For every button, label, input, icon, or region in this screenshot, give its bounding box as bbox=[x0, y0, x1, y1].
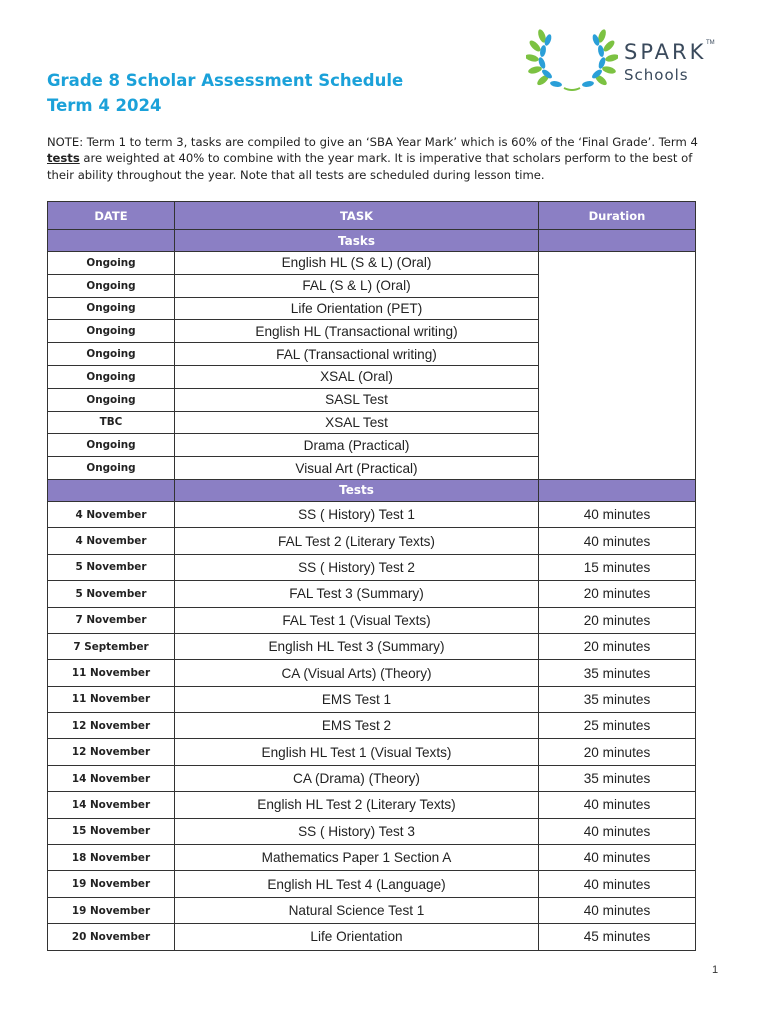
test-duration: 35 minutes bbox=[539, 686, 696, 712]
test-duration: 35 minutes bbox=[539, 660, 696, 686]
logo-wordmark: SPARK bbox=[624, 40, 707, 64]
task-duration-blank bbox=[539, 252, 696, 480]
test-date: 14 November bbox=[48, 765, 175, 791]
task-date: Ongoing bbox=[48, 274, 175, 297]
test-name: EMS Test 1 bbox=[175, 686, 539, 712]
logo-subtitle: Schools bbox=[624, 66, 689, 84]
test-date: 11 November bbox=[48, 686, 175, 712]
test-row bbox=[48, 686, 696, 712]
task-name: Visual Art (Practical) bbox=[175, 457, 539, 480]
test-duration: 40 minutes bbox=[539, 501, 696, 527]
page-title bbox=[47, 68, 403, 118]
laurel-wreath-icon bbox=[526, 26, 618, 96]
note-paragraph bbox=[47, 134, 722, 183]
section-cell-empty bbox=[539, 230, 696, 252]
note-text-1: NOTE: Term 1 to term 3, tasks are compiled to give an ‘SBA Year Mark’ which is 60% of the ‘Final Grade’. Term 4 bbox=[47, 135, 698, 149]
title-line-2: Term 4 2024 bbox=[47, 96, 162, 115]
section-row-tests bbox=[48, 479, 696, 501]
title-line-1: Grade 8 Scholar Assessment Schedule bbox=[47, 71, 404, 90]
test-date: 12 November bbox=[48, 713, 175, 739]
test-row bbox=[48, 713, 696, 739]
test-duration: 40 minutes bbox=[539, 871, 696, 897]
test-duration: 25 minutes bbox=[539, 713, 696, 739]
test-name: SS ( History) Test 3 bbox=[175, 818, 539, 844]
spark-schools-logo bbox=[526, 26, 726, 96]
test-name: FAL Test 3 (Summary) bbox=[175, 581, 539, 607]
test-row bbox=[48, 501, 696, 527]
test-duration: 20 minutes bbox=[539, 581, 696, 607]
task-date: TBC bbox=[48, 411, 175, 434]
test-name: Natural Science Test 1 bbox=[175, 897, 539, 923]
test-duration: 40 minutes bbox=[539, 845, 696, 871]
test-duration: 15 minutes bbox=[539, 554, 696, 580]
table-body bbox=[48, 230, 696, 951]
test-name: FAL Test 1 (Visual Texts) bbox=[175, 607, 539, 633]
task-date: Ongoing bbox=[48, 343, 175, 366]
test-name: FAL Test 2 (Literary Texts) bbox=[175, 528, 539, 554]
task-date: Ongoing bbox=[48, 297, 175, 320]
test-duration: 40 minutes bbox=[539, 897, 696, 923]
test-name: English HL Test 1 (Visual Texts) bbox=[175, 739, 539, 765]
test-row bbox=[48, 581, 696, 607]
test-row bbox=[48, 554, 696, 580]
task-date: Ongoing bbox=[48, 457, 175, 480]
note-text-2: are weighted at 40% to combine with the year mark. It is imperative that scholars perform to the best of their ability throughout the year. Note that all tests are scheduled during lesson time. bbox=[47, 151, 693, 182]
test-date: 7 September bbox=[48, 633, 175, 659]
test-row bbox=[48, 897, 696, 923]
task-date: Ongoing bbox=[48, 320, 175, 343]
test-duration: 45 minutes bbox=[539, 924, 696, 950]
section-cell-empty bbox=[48, 230, 175, 252]
test-date: 14 November bbox=[48, 792, 175, 818]
task-name: Life Orientation (PET) bbox=[175, 297, 539, 320]
test-name: CA (Drama) (Theory) bbox=[175, 765, 539, 791]
task-date: Ongoing bbox=[48, 252, 175, 275]
test-date: 4 November bbox=[48, 528, 175, 554]
task-name: Drama (Practical) bbox=[175, 434, 539, 457]
test-date: 4 November bbox=[48, 501, 175, 527]
test-row bbox=[48, 633, 696, 659]
test-name: Life Orientation bbox=[175, 924, 539, 950]
task-date: Ongoing bbox=[48, 434, 175, 457]
test-date: 11 November bbox=[48, 660, 175, 686]
test-name: English HL Test 2 (Literary Texts) bbox=[175, 792, 539, 818]
test-date: 19 November bbox=[48, 871, 175, 897]
test-row bbox=[48, 660, 696, 686]
test-row bbox=[48, 792, 696, 818]
section-row-tasks bbox=[48, 230, 696, 252]
test-row bbox=[48, 924, 696, 950]
test-duration: 20 minutes bbox=[539, 607, 696, 633]
assessment-schedule-table bbox=[47, 201, 696, 951]
test-date: 7 November bbox=[48, 607, 175, 633]
test-date: 5 November bbox=[48, 554, 175, 580]
section-label-tests: Tests bbox=[175, 479, 539, 501]
note-emphasis: tests bbox=[47, 151, 80, 166]
test-name: SS ( History) Test 2 bbox=[175, 554, 539, 580]
test-name: CA (Visual Arts) (Theory) bbox=[175, 660, 539, 686]
test-name: English HL Test 3 (Summary) bbox=[175, 633, 539, 659]
task-date: Ongoing bbox=[48, 388, 175, 411]
task-name: SASL Test bbox=[175, 388, 539, 411]
header-duration: Duration bbox=[539, 202, 696, 230]
task-name: XSAL (Oral) bbox=[175, 365, 539, 388]
test-row bbox=[48, 739, 696, 765]
task-name: FAL (Transactional writing) bbox=[175, 343, 539, 366]
test-row bbox=[48, 765, 696, 791]
test-date: 19 November bbox=[48, 897, 175, 923]
test-duration: 20 minutes bbox=[539, 633, 696, 659]
test-name: Mathematics Paper 1 Section A bbox=[175, 845, 539, 871]
test-duration: 35 minutes bbox=[539, 765, 696, 791]
test-duration: 40 minutes bbox=[539, 818, 696, 844]
task-name: English HL (Transactional writing) bbox=[175, 320, 539, 343]
section-label-tasks: Tasks bbox=[175, 230, 539, 252]
table-header-row bbox=[48, 202, 696, 230]
test-name: English HL Test 4 (Language) bbox=[175, 871, 539, 897]
test-row bbox=[48, 607, 696, 633]
test-duration: 20 minutes bbox=[539, 739, 696, 765]
test-row bbox=[48, 818, 696, 844]
test-duration: 40 minutes bbox=[539, 792, 696, 818]
logo-trademark: TM bbox=[706, 40, 715, 46]
task-date: Ongoing bbox=[48, 365, 175, 388]
test-duration: 40 minutes bbox=[539, 528, 696, 554]
test-date: 15 November bbox=[48, 818, 175, 844]
task-name: XSAL Test bbox=[175, 411, 539, 434]
test-name: EMS Test 2 bbox=[175, 713, 539, 739]
section-cell-empty bbox=[48, 479, 175, 501]
test-row bbox=[48, 528, 696, 554]
test-date: 5 November bbox=[48, 581, 175, 607]
test-date: 12 November bbox=[48, 739, 175, 765]
test-name: SS ( History) Test 1 bbox=[175, 501, 539, 527]
test-row bbox=[48, 845, 696, 871]
task-row bbox=[48, 252, 696, 275]
test-date: 20 November bbox=[48, 924, 175, 950]
section-cell-empty bbox=[539, 479, 696, 501]
task-name: English HL (S & L) (Oral) bbox=[175, 252, 539, 275]
test-row bbox=[48, 871, 696, 897]
header-task: TASK bbox=[175, 202, 539, 230]
page-number: 1 bbox=[712, 964, 719, 976]
test-date: 18 November bbox=[48, 845, 175, 871]
header-date: DATE bbox=[48, 202, 175, 230]
task-name: FAL (S & L) (Oral) bbox=[175, 274, 539, 297]
